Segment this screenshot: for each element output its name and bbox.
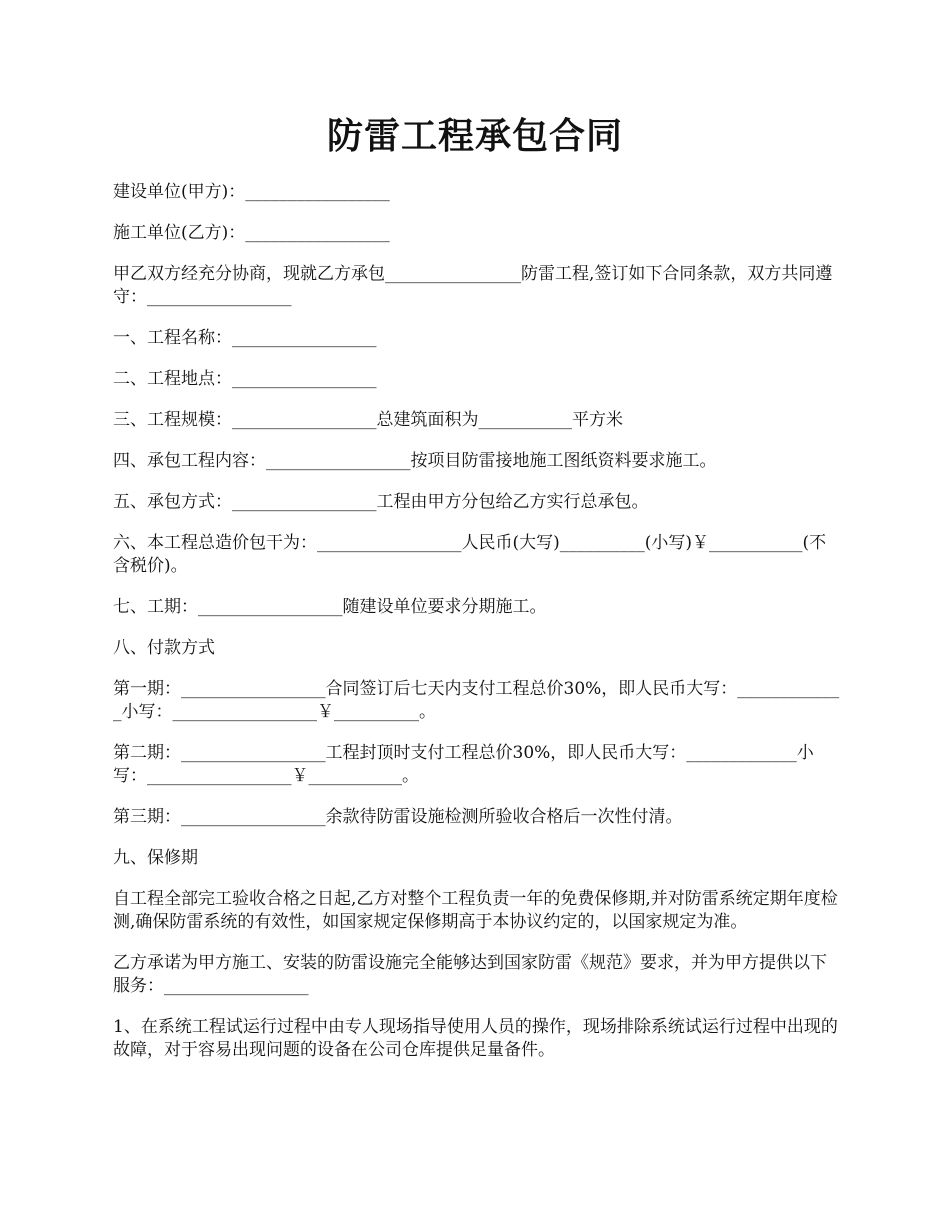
- warranty-paragraph: 自工程全部完工验收合格之日起,乙方对整个工程负责一年的免费保修期,并对防雷系统定期年度检测,确保防雷系统的有效性，如国家规定保修期高于本协议约定的，以国家规定为准。: [113, 889, 838, 932]
- clause-contract-content: 四、承包工程内容：_________________按项目防雷接地施工图纸资料要求施工。: [113, 451, 717, 471]
- document-title: 防雷工程承包合同: [326, 115, 623, 157]
- document-body: [113, 181, 841, 1080]
- clause-payment-heading: 八、付款方式: [113, 638, 215, 658]
- clause-project-location: 二、工程地点：_________________: [113, 369, 377, 389]
- clause-contract-method: 五、承包方式：_________________工程由甲方分包给乙方实行总承包。: [113, 492, 649, 512]
- intro-paragraph: 甲乙双方经充分协商，现就乙方承包________________防雷工程,签订如下合同条款，双方共同遵守：_________________: [113, 264, 833, 307]
- service-commitment-paragraph: 乙方承诺为甲方施工、安装的防雷设施完全能够达到国家防雷《规范》要求，并为甲方提供以下服务：_________________: [113, 953, 827, 996]
- payment-phase-1: 第一期：_________________合同签订后七天内支付工程总价30%，即人民币大写：_____________小写：_________________￥__________。: [113, 679, 840, 722]
- payment-phase-3: 第三期：_________________余款待防雷设施检测所验收合格后一次性付清。: [113, 807, 683, 827]
- payment-phase-2: 第二期：_________________工程封顶时支付工程总价30%，即人民币大写：_____________小写：_________________￥___________。: [113, 743, 814, 786]
- clause-project-name: 一、工程名称：_________________: [113, 328, 377, 348]
- clause-project-scale: 三、工程规模：_________________总建筑面积为___________平方米: [113, 410, 623, 430]
- clause-warranty-heading: 九、保修期: [113, 848, 198, 868]
- service-item-1: 1、在系统工程试运行过程中由专人现场指导使用人员的操作，现场排除系统试运行过程中出现的故障，对于容易出现问题的设备在公司仓库提供足量备件。: [113, 1017, 838, 1060]
- clause-total-price: 六、本工程总造价包干为：_________________人民币(大写)__________(小写)￥___________(不含税价)。: [113, 533, 827, 576]
- party-b-line: 施工单位(乙方)：_________________: [113, 223, 390, 243]
- party-a-line: 建设单位(甲方)：_________________: [113, 182, 390, 202]
- clause-duration: 七、工期：_________________随建设单位要求分期施工。: [113, 597, 547, 617]
